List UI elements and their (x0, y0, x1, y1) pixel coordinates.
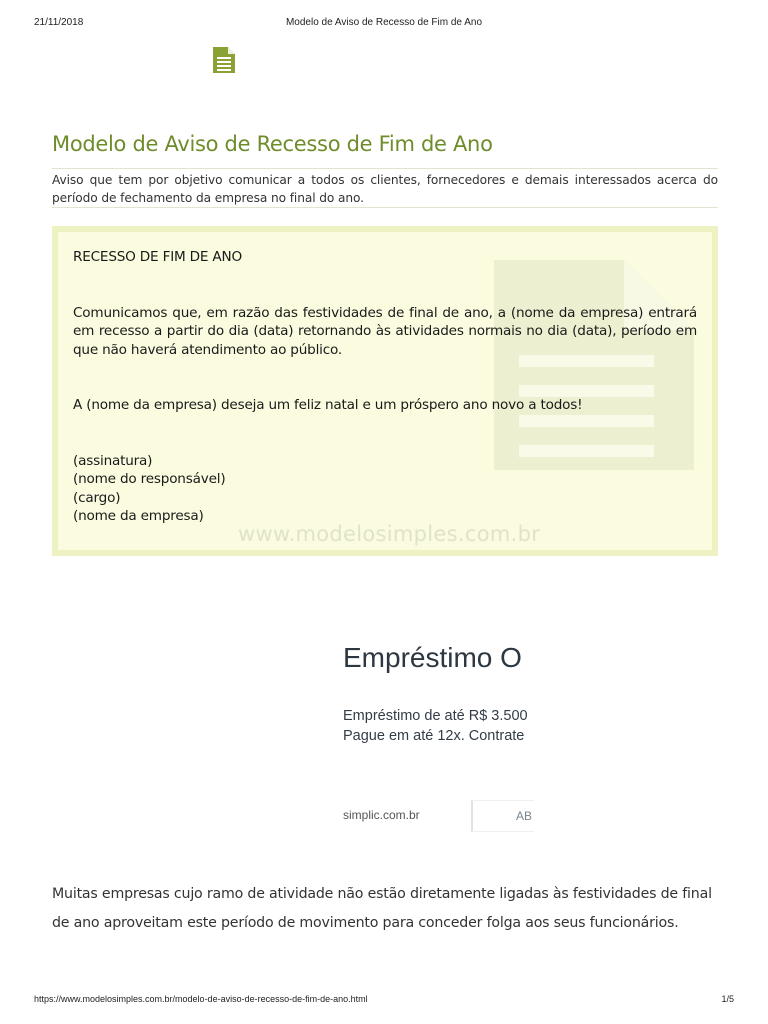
signature-line: (nome do responsável) (73, 471, 226, 487)
model-text-box (52, 226, 718, 556)
model-text (73, 248, 697, 526)
page-url: https://www.modelosimples.com.br/modelo-de-aviso-de-recesso-de-fim-de-ano.html (34, 994, 368, 1004)
advertisement[interactable] (343, 640, 534, 840)
ad-description: Empréstimo de até R$ 3.500 (343, 708, 528, 724)
document-icon (211, 46, 237, 74)
print-document-title: Modelo de Aviso de Recesso de Fim de Ano (285, 17, 483, 28)
signature-line: (assinatura) (73, 452, 153, 469)
model-heading: RECESSO DE FIM DE ANO (73, 249, 242, 265)
divider (52, 207, 718, 208)
signature-line: (cargo) (73, 489, 121, 506)
ad-open-button[interactable]: AB (471, 800, 534, 832)
watermark-text: www.modelosimples.com.br (238, 522, 541, 546)
page-number: 1/5 (721, 994, 734, 1004)
article-title: Modelo de Aviso de Recesso de Fim de Ano (52, 132, 493, 156)
ad-description: Pague em até 12x. Contrate (343, 728, 525, 744)
ad-domain[interactable]: simplic.com.br (343, 808, 420, 822)
divider (52, 168, 718, 169)
print-date: 21/11/2018 (34, 17, 84, 28)
signature-line: (nome da empresa) (73, 508, 204, 524)
model-wishes: A (nome da empresa) deseja um feliz natal e um próspero ano novo a todos! (73, 397, 583, 413)
ad-title[interactable]: Empréstimo O (343, 642, 522, 673)
body-paragraph: Muitas empresas cujo ramo de atividade não estão diretamente ligadas às festividades de final de ano aproveitam este período de movimento para conceder folga aos seus funcionários. (52, 886, 712, 931)
model-paragraph: Comunicamos que, em razão das festividades de final de ano, a (nome da empresa) entrará em recesso a partir do dia (data) retornando às atividades normais no dia (data), período em que não haverá atendimento ao público. (73, 304, 697, 358)
print-header (34, 17, 734, 31)
print-footer (34, 994, 734, 1008)
article-summary: Aviso que tem por objetivo comunicar a todos os clientes, fornecedores e demais interessados acerca do período de fechamento da empresa no final do ano. (52, 173, 718, 205)
